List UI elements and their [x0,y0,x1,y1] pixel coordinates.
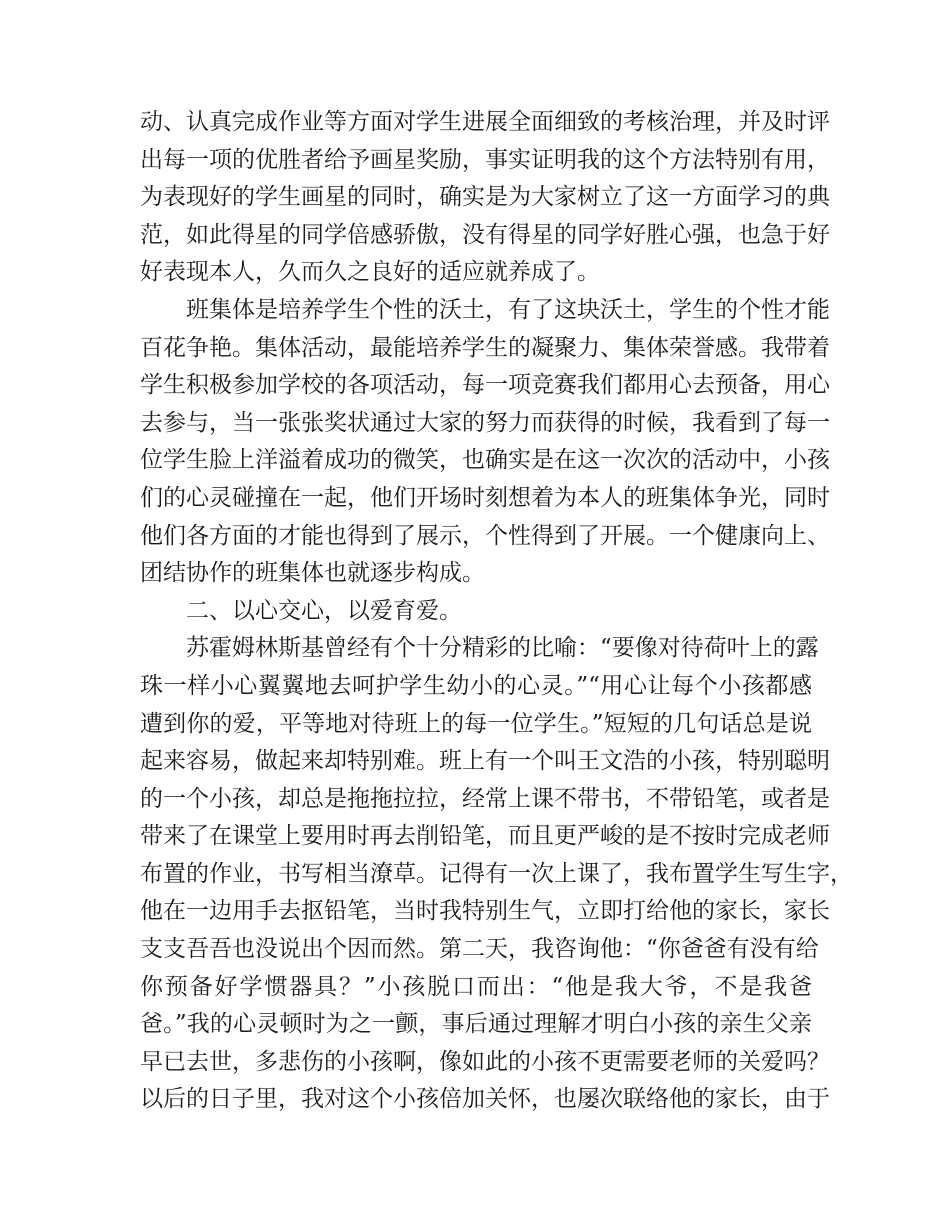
text-line: 学生积极参加学校的各项活动，每一项竞赛我们都用心去预备，用心 [140,372,830,399]
text-line: 遭到你的爱，平等地对待班上的每一位学生。”短短的几句话总是说 [140,710,812,737]
text-line: 百花争艳。集体活动，最能培养学生的凝聚力、集体荣誉感。我带着 [140,334,830,361]
paragraph-start-line: 苏霍姆林斯基曾经有个十分精彩的比喻：“要像对待荷叶上的露 [186,635,819,662]
text-line: 团结协作的班集体也就逐步构成。 [140,560,485,587]
text-line: 以后的日子里，我对这个小孩倍加关怀，也屡次联络他的家长，由于 [140,1086,830,1113]
text-line: 他们各方面的才能也得到了展示，个性得到了开展。一个健康向上、 [140,522,830,549]
text-line: 珠一样小心翼翼地去呵护学生幼小的心灵。”“用心让每个小孩都感 [140,672,812,699]
text-line: 你预备好学惯器具？”小孩脱口而出：“他是我大爷，不是我爸 [140,973,812,1000]
text-line: 动、认真完成作业等方面对学生进展全面细致的考核治理，并及时评 [140,109,830,135]
text-line: 位学生脸上洋溢着成功的微笑，也确实是在这一次次的活动中，小孩 [140,447,830,474]
text-line: 布置的作业，书写相当潦草。记得有一次上课了，我布置学生写生字， [140,860,853,887]
text-line: 好表现本人，久而久之良好的适应就养成了。 [140,259,600,286]
text-line: 范，如此得星的同学倍感骄傲，没有得星的同学好胜心强，也急于好 [140,221,830,248]
body-text [140,104,853,1119]
text-line: 们的心灵碰撞在一起，他们开场时刻想着为本人的班集体争光，同时 [140,484,830,511]
text-line: 起来容易，做起来却特别难。班上有一个叫王文浩的小孩，特别聪明 [140,748,830,775]
text-line: 的一个小孩，却总是拖拖拉拉，经常上课不带书，不带铅笔，或者是 [140,785,830,812]
section-heading: 二、以心交心，以爱育爱。 [186,597,462,624]
text-line: 为表现好的学生画星的同时，确实是为大家树立了这一方面学习的典 [140,184,830,211]
text-line: 出每一项的优胜者给予画星奖励，事实证明我的这个方法特别有用， [140,146,830,173]
text-line: 早已去世，多悲伤的小孩啊，像如此的小孩不更需要老师的关爱吗？ [140,1048,830,1075]
text-line: 他在一边用手去抠铅笔，当时我特别生气，立即打给他的家长，家长 [140,898,830,925]
text-line: 支支吾吾也没说出个因而然。第二天，我咨询他：“你爸爸有没有给 [140,936,819,963]
paragraph-start-line: 班集体是培养学生个性的沃土，有了这块沃土，学生的个性才能 [186,296,830,323]
text-line: 爸。”我的心灵顿时为之一颤，事后通过理解才明白小孩的亲生父亲 [140,1011,812,1038]
text-line: 去参与，当一张张奖状通过大家的努力而获得的时候，我看到了每一 [140,409,830,436]
text-line: 带来了在课堂上要用时再去削铅笔，而且更严峻的是不按时完成老师 [140,823,830,850]
